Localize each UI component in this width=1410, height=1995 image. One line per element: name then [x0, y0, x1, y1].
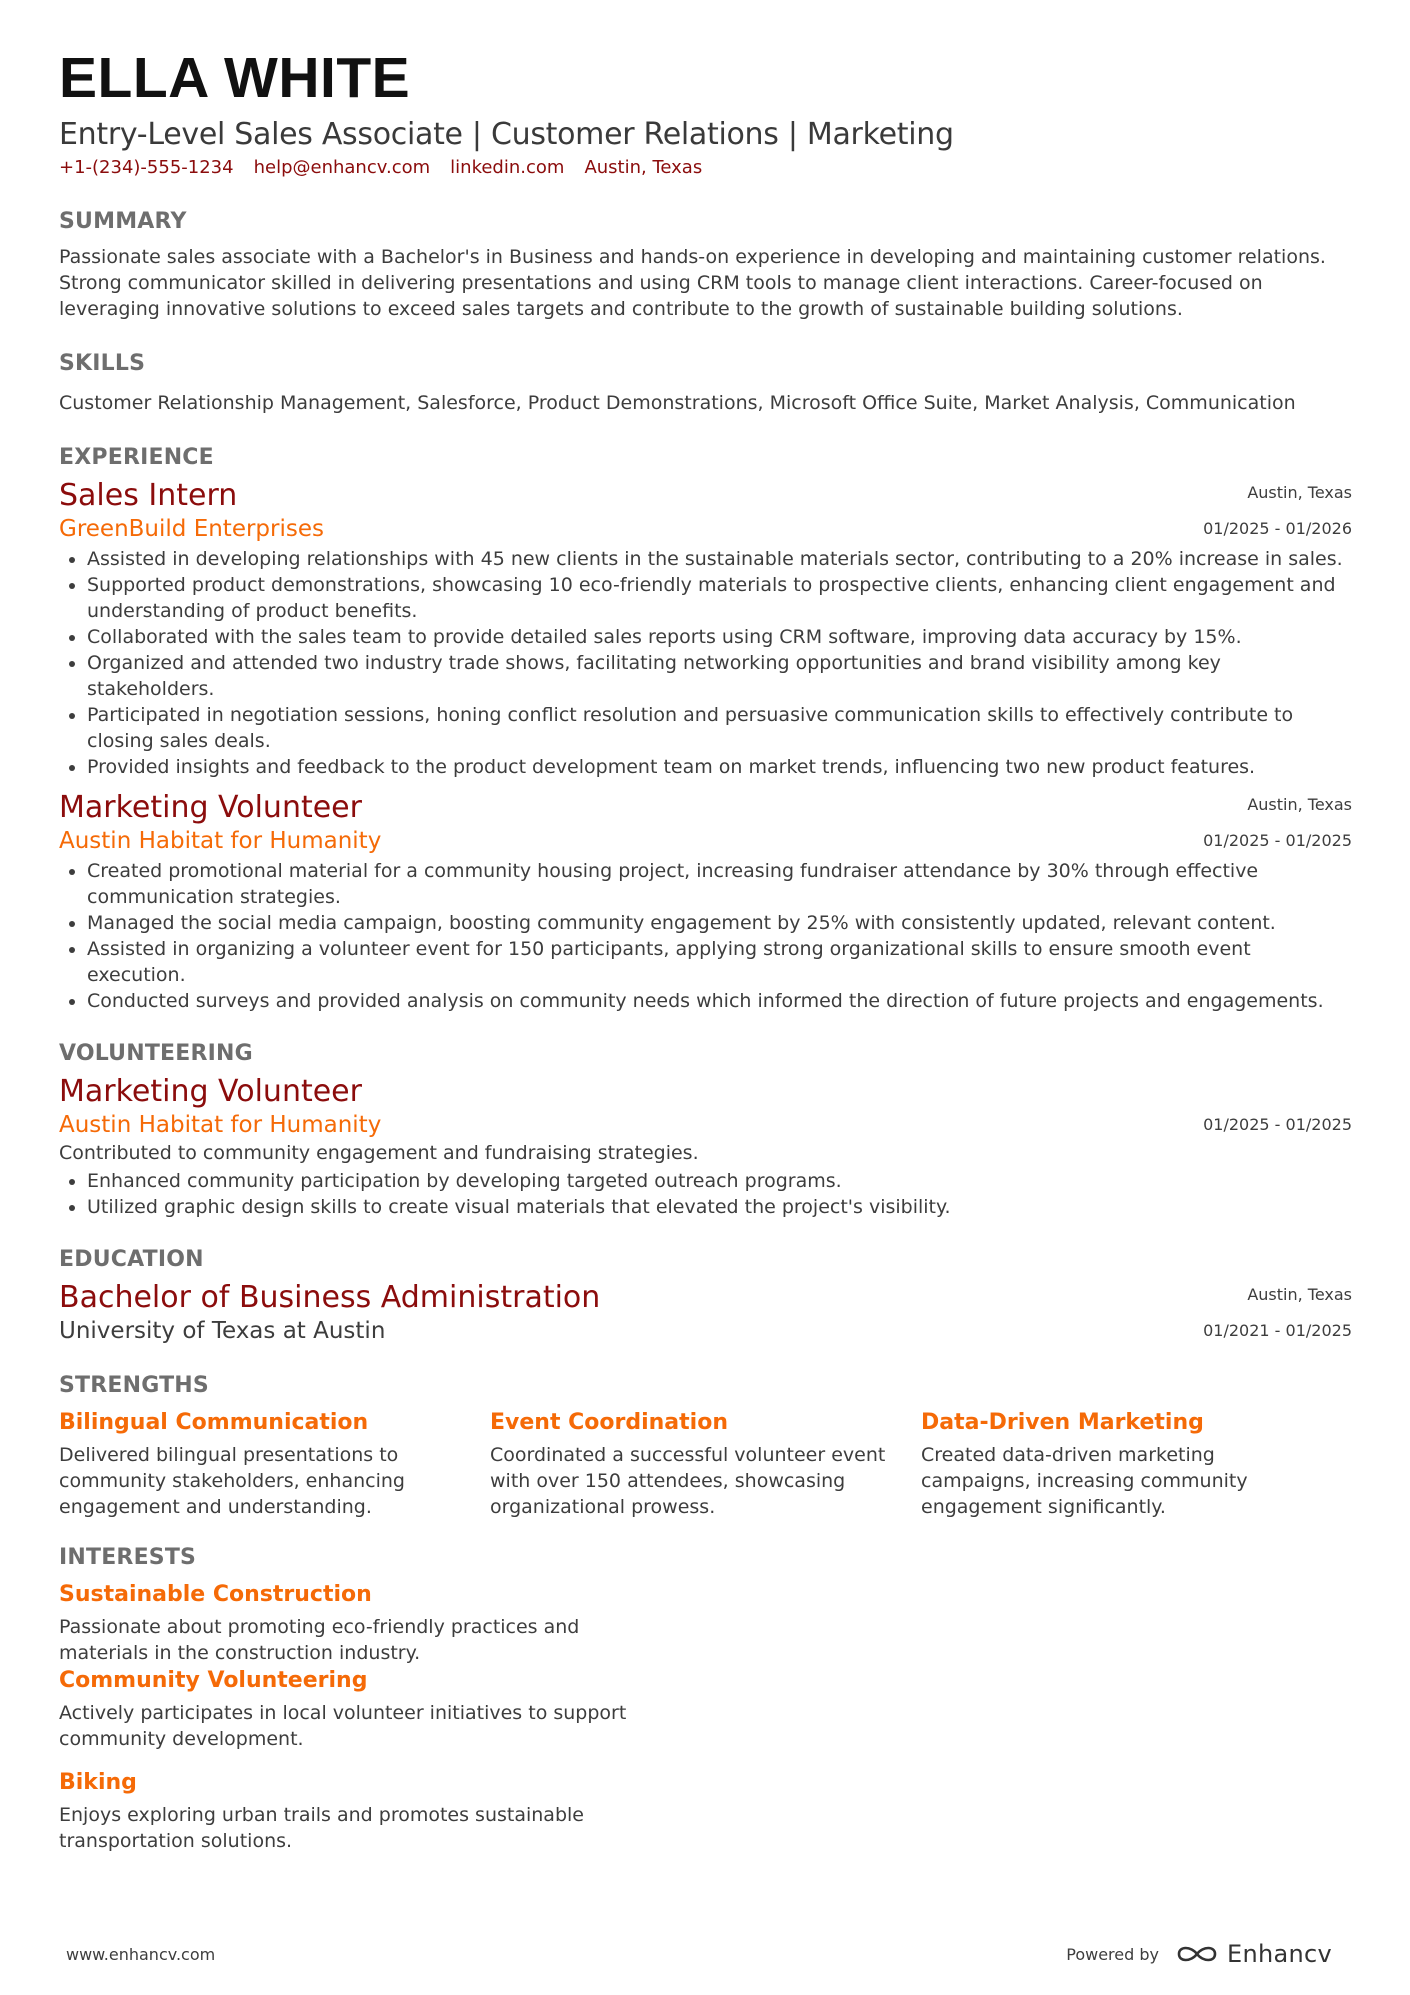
- strengths-grid: [59, 1408, 1352, 1520]
- footer: [66, 1940, 1332, 1968]
- strength-title: Bilingual Communication: [59, 1410, 369, 1435]
- bullet-item: • Assisted in organizing a volunteer event for 150 participants, applying strong organizational skills to ensure smooth event execution.: [87, 936, 1352, 988]
- education-section: [59, 1246, 1352, 1346]
- bullet-list: [59, 546, 1352, 780]
- interest-desc: Passionate about promoting eco-friendly practices and materials in the construction industry.: [59, 1616, 580, 1664]
- company-name: GreenBuild Enterprises: [59, 516, 324, 542]
- interests-section: [59, 1544, 1352, 1854]
- job-title: Marketing Volunteer: [59, 790, 362, 825]
- bullet-item: • Utilized graphic design skills to create visual materials that elevated the project's visibility.: [87, 1194, 1352, 1220]
- interest-desc: Actively participates in local volunteer initiatives to support community development.: [59, 1702, 627, 1750]
- candidate-name: ELLA WHITE: [59, 46, 411, 110]
- school-name: University of Texas at Austin: [59, 1318, 386, 1344]
- interest-desc: Enjoys exploring urban trails and promotes sustainable transportation solutions.: [59, 1804, 584, 1852]
- entry-header: [59, 790, 1352, 856]
- experience-section: [59, 444, 1352, 1014]
- volunteer-dates: 01/2025 - 01/2025: [1203, 1115, 1352, 1134]
- brand-name: Enhancv: [1226, 1940, 1332, 1968]
- strength-desc: Coordinated a successful volunteer event with over 150 attendees, showcasing organizational prowess.: [490, 1444, 886, 1518]
- strength-item: [59, 1408, 490, 1520]
- strength-desc: Created data-driven marketing campaigns, increasing community engagement significantly.: [921, 1444, 1248, 1518]
- contact-line: [59, 156, 1352, 180]
- strength-desc: Delivered bilingual presentations to community stakeholders, enhancing engagement and understanding.: [59, 1444, 405, 1518]
- enhancv-logo-icon: [1175, 1942, 1219, 1966]
- volunteer-description: Contributed to community engagement and fundraising strategies.: [59, 1142, 699, 1164]
- job-title: Sales Intern: [59, 478, 238, 513]
- brand-logo[interactable]: [1175, 1940, 1332, 1968]
- summary-text: Passionate sales associate with a Bachelor's in Business and hands-on experience in developing and maintaining customer relations. Strong communicator skilled in delivering presentations and using CRM tools to manage client interactions. Career-focused on leveraging innovative solutions to exceed sales targets and contribute to the growth of sustainable building solutions.: [59, 246, 1326, 320]
- section-title-experience: EXPERIENCE: [59, 445, 214, 470]
- company-name: Austin Habitat for Humanity: [59, 828, 382, 854]
- bullet-list: [59, 858, 1352, 1014]
- skills-text: Customer Relationship Management, Salesforce, Product Demonstrations, Microsoft Office Suite, Market Analysis, Communication: [59, 392, 1296, 414]
- experience-entry: [59, 478, 1352, 780]
- bullet-item: • Managed the social media campaign, boosting community engagement by 25% with consistently updated, relevant content.: [87, 910, 1352, 936]
- strength-title: Data-Driven Marketing: [921, 1410, 1204, 1435]
- job-dates: 01/2025 - 01/2025: [1203, 831, 1352, 850]
- experience-entry: [59, 790, 1352, 1014]
- interest-item: [59, 1666, 725, 1752]
- contact-location: Austin, Texas: [584, 157, 703, 178]
- job-location: Austin, Texas: [1247, 483, 1352, 502]
- bullet-item: • Assisted in developing relationships with 45 new clients in the sustainable materials sector, contributing to a 20% increase in sales.: [87, 546, 1352, 572]
- interest-item: [59, 1580, 725, 1666]
- contact-linkedin[interactable]: linkedin.com: [450, 157, 565, 178]
- bullet-item: • Created promotional material for a community housing project, increasing fundraiser attendance by 30% through effective communication strategies.: [87, 858, 1352, 910]
- bullet-item: • Provided insights and feedback to the product development team on market trends, influencing two new product features.: [87, 754, 1352, 780]
- strength-title: Event Coordination: [490, 1410, 728, 1435]
- section-title-education: EDUCATION: [59, 1247, 204, 1272]
- contact-phone[interactable]: +1-(234)-555-1234: [59, 157, 234, 178]
- bullet-item: • Participated in negotiation sessions, honing conflict resolution and persuasive communication skills to effectively contribute to closing sales deals.: [87, 702, 1352, 754]
- section-title-volunteering: VOLUNTEERING: [59, 1041, 253, 1066]
- powered-by-label: Powered by: [1066, 1944, 1159, 1964]
- powered-by: [1066, 1940, 1332, 1968]
- interest-title: Biking: [59, 1770, 137, 1795]
- entry-header: [59, 1074, 1352, 1140]
- summary-section: [59, 208, 1352, 322]
- entry-header: [59, 478, 1352, 544]
- interest-title: Sustainable Construction: [59, 1582, 372, 1607]
- section-title-strengths: STRENGTHS: [59, 1373, 209, 1398]
- volunteer-org: Austin Habitat for Humanity: [59, 1112, 382, 1138]
- interest-title: Community Volunteering: [59, 1668, 368, 1693]
- section-title-interests: INTERESTS: [59, 1545, 197, 1570]
- strength-item: [490, 1408, 921, 1520]
- footer-url[interactable]: www.enhancv.com: [66, 1944, 216, 1964]
- strength-item: [921, 1408, 1352, 1520]
- education-dates: 01/2021 - 01/2025: [1203, 1321, 1352, 1340]
- bullet-item: • Conducted surveys and provided analysis on community needs which informed the direction of future projects and engagements.: [87, 988, 1352, 1014]
- entry-header: [59, 1280, 1352, 1346]
- interests-grid: [59, 1580, 1352, 1854]
- bullet-item: • Collaborated with the sales team to provide detailed sales reports using CRM software, improving data accuracy by 15%.: [87, 624, 1352, 650]
- volunteer-role: Marketing Volunteer: [59, 1074, 362, 1109]
- bullet-item: • Organized and attended two industry trade shows, facilitating networking opportunities and brand visibility among key stakeholders.: [87, 650, 1352, 702]
- contact-email[interactable]: help@enhancv.com: [253, 157, 431, 178]
- section-title-summary: SUMMARY: [59, 209, 187, 234]
- job-dates: 01/2025 - 01/2026: [1203, 519, 1352, 538]
- job-location: Austin, Texas: [1247, 795, 1352, 814]
- bullet-item: • Supported product demonstrations, showcasing 10 eco-friendly materials to prospective clients, enhancing client engagement and understanding of product benefits.: [87, 572, 1352, 624]
- volunteering-section: [59, 1040, 1352, 1220]
- bullet-item: • Enhanced community participation by developing targeted outreach programs.: [87, 1168, 1352, 1194]
- headline: Entry-Level Sales Associate | Customer Relations | Marketing: [59, 117, 954, 152]
- degree: Bachelor of Business Administration: [59, 1280, 601, 1315]
- strengths-section: [59, 1372, 1352, 1520]
- bullet-list: [59, 1168, 1352, 1220]
- skills-section: [59, 350, 1352, 416]
- interest-item: [59, 1768, 725, 1854]
- school-location: Austin, Texas: [1247, 1285, 1352, 1304]
- section-title-skills: SKILLS: [59, 351, 146, 376]
